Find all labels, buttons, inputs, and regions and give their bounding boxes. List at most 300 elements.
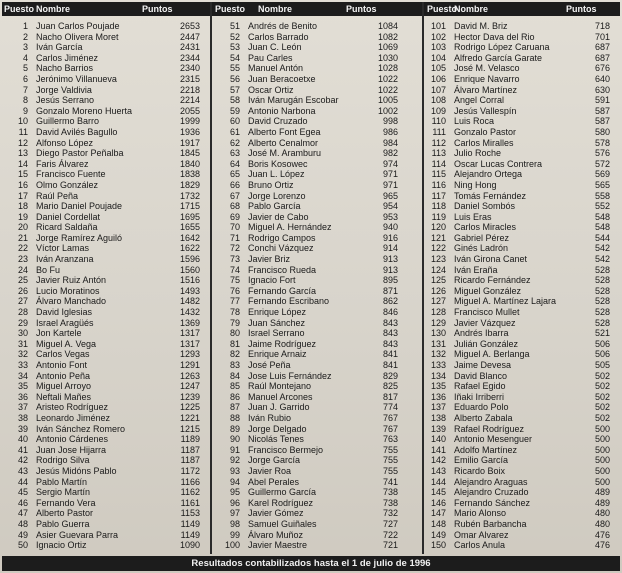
player-name: Javier Vázquez — [454, 317, 516, 328]
player-points: 982 — [382, 148, 398, 159]
ranking-row — [2, 85, 210, 96]
player-points: 1002 — [377, 105, 398, 116]
ranking-row — [2, 413, 210, 424]
player-name: Guillermo Barro — [36, 116, 100, 127]
player-name: Iván Rubio — [248, 412, 292, 423]
player-name: Enrique Navarro — [454, 73, 520, 84]
player-points: 1432 — [179, 307, 200, 318]
player-name: Francisco Fuente — [36, 169, 106, 180]
ranking-columns — [2, 2, 620, 554]
rank-position: 79 — [229, 317, 240, 328]
player-points: 1149 — [180, 518, 200, 529]
player-name: Juan L. López — [248, 169, 305, 180]
rank-position: 34 — [17, 370, 28, 381]
ranking-row — [212, 424, 422, 435]
player-name: Antonio Font — [36, 360, 88, 370]
player-points: 548 — [594, 222, 610, 233]
player-points: 521 — [594, 328, 610, 339]
rank-position: 102 — [430, 31, 446, 42]
player-points: 984 — [382, 137, 398, 148]
ranking-row — [2, 222, 210, 233]
player-points: 895 — [382, 275, 398, 286]
player-name: Carlos Anula — [454, 540, 506, 551]
rank-position: 23 — [17, 254, 28, 265]
rank-position: 96 — [229, 497, 240, 508]
ranking-row — [424, 296, 620, 307]
ranking-rows — [424, 16, 620, 551]
player-points: 721 — [382, 540, 398, 551]
rank-position: 134 — [430, 370, 446, 381]
ranking-row — [212, 392, 422, 403]
player-points: 767 — [382, 423, 398, 434]
player-points: 1293 — [179, 349, 200, 360]
player-name: Javier Briz — [248, 254, 291, 265]
rank-position: 150 — [430, 540, 446, 551]
ranking-row — [424, 519, 620, 530]
player-name: Luis Eras — [454, 211, 492, 222]
ranking-row — [424, 21, 620, 32]
player-points: 843 — [382, 338, 398, 349]
player-name: Tomás Fernández — [454, 190, 527, 201]
ranking-row — [2, 169, 210, 180]
column-header — [2, 2, 210, 16]
rank-position: 130 — [430, 328, 446, 339]
player-points: 591 — [594, 95, 610, 106]
ranking-row — [212, 487, 422, 498]
player-name: Samuel Guiñales — [248, 518, 317, 529]
player-points: 701 — [594, 31, 610, 42]
player-name: Israel Serrano — [248, 328, 305, 339]
player-points: 841 — [382, 360, 398, 370]
ranking-row — [424, 424, 620, 435]
player-name: Jaime Rodríguez — [248, 338, 317, 349]
player-name: Javier Gómez — [248, 508, 304, 519]
rank-position: 145 — [430, 487, 446, 498]
player-name: Álvaro Manchado — [36, 296, 107, 307]
rank-position: 82 — [229, 349, 240, 360]
ranking-row — [424, 508, 620, 519]
player-points: 558 — [594, 190, 610, 201]
player-points: 940 — [382, 222, 398, 233]
ranking-row — [2, 392, 210, 403]
ranking-row — [424, 169, 620, 180]
ranking-row — [212, 243, 422, 254]
ranking-row — [424, 159, 620, 170]
player-points: 687 — [594, 42, 610, 53]
ranking-row — [212, 254, 422, 265]
rank-position: 59 — [229, 105, 240, 116]
ranking-row — [2, 498, 210, 509]
player-name: Alejandro Araguas — [454, 476, 528, 487]
player-name: Ignacio Fort — [248, 275, 296, 286]
player-points: 1516 — [179, 275, 200, 286]
rank-position: 123 — [430, 254, 446, 265]
player-name: Rodrigo Campos — [248, 232, 316, 243]
rank-position: 144 — [430, 476, 446, 487]
ranking-row — [424, 63, 620, 74]
player-points: 2055 — [179, 105, 200, 116]
rank-position: 37 — [17, 402, 28, 413]
rank-position: 75 — [229, 275, 240, 286]
player-points: 569 — [594, 169, 610, 180]
player-points: 718 — [594, 21, 610, 31]
rank-position: 36 — [17, 391, 28, 402]
rank-position: 138 — [430, 412, 446, 423]
rank-position: 41 — [17, 444, 28, 455]
player-name: Alberto Cenalmor — [248, 137, 319, 148]
rank-position: 80 — [229, 328, 240, 339]
player-name: Ginés Ladrón — [454, 243, 509, 254]
rank-position: 40 — [17, 434, 28, 445]
ranking-row — [212, 106, 422, 117]
rank-position: 115 — [431, 169, 446, 180]
player-name: Jorge Valdivia — [36, 84, 92, 95]
rank-position: 119 — [431, 211, 446, 222]
ranking-row — [212, 349, 422, 360]
ranking-row — [2, 95, 210, 106]
ranking-row — [424, 32, 620, 43]
player-points: 2447 — [179, 31, 200, 42]
header-puntos: Puntos — [346, 4, 377, 14]
player-points: 552 — [594, 201, 610, 212]
player-name: Jaime Devesa — [454, 360, 512, 370]
player-name: Álvaro Martínez — [454, 84, 518, 95]
ranking-column-2 — [212, 2, 424, 554]
player-name: Alejandro Cruzado — [454, 487, 529, 498]
ranking-row — [424, 339, 620, 350]
rank-position: 11 — [18, 126, 28, 137]
player-points: 2431 — [179, 42, 200, 53]
ranking-row — [2, 328, 210, 339]
ranking-row — [2, 148, 210, 159]
rank-position: 30 — [17, 328, 28, 339]
player-points: 974 — [382, 158, 398, 169]
rank-position: 28 — [17, 307, 28, 318]
player-name: Francisco Rueda — [248, 264, 317, 275]
player-points: 1838 — [179, 169, 200, 180]
ranking-row — [212, 445, 422, 456]
player-name: Antonio Cárdenes — [36, 434, 109, 445]
rank-position: 89 — [229, 423, 240, 434]
ranking-column-3 — [424, 2, 620, 554]
player-points: 913 — [382, 264, 398, 275]
rank-position: 125 — [430, 275, 446, 286]
player-points: 565 — [594, 179, 610, 190]
player-name: Jorge García — [248, 455, 301, 466]
player-name: Miguel González — [454, 285, 522, 296]
rank-position: 20 — [17, 222, 28, 233]
player-name: Francisco Mullet — [454, 307, 520, 318]
rank-position: 71 — [229, 232, 240, 243]
ranking-row — [2, 275, 210, 286]
player-name: Miguel A. Vega — [36, 338, 97, 349]
player-points: 843 — [382, 328, 398, 339]
player-points: 502 — [594, 412, 610, 423]
player-points: 528 — [594, 307, 610, 318]
rank-position: 63 — [229, 148, 240, 159]
rank-position: 74 — [229, 264, 240, 275]
ranking-row — [424, 360, 620, 371]
rank-position: 132 — [430, 349, 446, 360]
ranking-row — [2, 233, 210, 244]
player-name: José M. Aramburu — [248, 148, 322, 159]
player-points: 1239 — [179, 391, 200, 402]
ranking-row — [212, 477, 422, 488]
rank-position: 147 — [430, 508, 446, 519]
player-name: Leonardo Jiménez — [36, 412, 111, 423]
rank-position: 56 — [229, 73, 240, 84]
rank-position: 35 — [17, 381, 28, 392]
player-points: 1845 — [179, 148, 200, 159]
player-name: Lucio Moratinos — [36, 285, 100, 296]
ranking-row — [2, 445, 210, 456]
rank-position: 3 — [22, 42, 28, 53]
ranking-row — [2, 487, 210, 498]
player-points: 542 — [594, 254, 610, 265]
player-points: 2315 — [179, 73, 200, 84]
player-points: 500 — [594, 476, 610, 487]
rank-position: 139 — [430, 423, 446, 434]
player-points: 1172 — [180, 465, 200, 476]
ranking-row — [2, 42, 210, 53]
player-points: 1022 — [377, 73, 398, 84]
player-points: 578 — [594, 137, 610, 148]
rank-position: 8 — [22, 95, 28, 106]
rank-position: 27 — [17, 296, 28, 307]
player-points: 971 — [382, 169, 398, 180]
player-name: Antonio Narbona — [248, 105, 316, 116]
player-name: Alberto Pastor — [36, 508, 94, 519]
column-header — [424, 2, 620, 16]
player-points: 774 — [382, 402, 398, 413]
rank-position: 58 — [229, 95, 240, 106]
player-points: 1695 — [179, 211, 200, 222]
player-points: 1161 — [180, 497, 200, 508]
player-points: 476 — [594, 529, 610, 540]
ranking-row — [424, 307, 620, 318]
rank-position: 54 — [229, 52, 240, 63]
player-name: Ricardo Fernández — [454, 275, 531, 286]
ranking-row — [2, 21, 210, 32]
rank-position: 133 — [430, 360, 446, 370]
player-points: 741 — [382, 476, 398, 487]
player-points: 580 — [594, 126, 610, 137]
player-points: 1999 — [179, 116, 200, 127]
player-name: Iván Aranzana — [36, 254, 94, 265]
ranking-row — [2, 159, 210, 170]
player-points: 500 — [594, 423, 610, 434]
player-points: 1225 — [179, 402, 200, 413]
rank-position: 117 — [431, 190, 446, 201]
player-name: Bo Fu — [36, 264, 61, 275]
player-points: 1005 — [377, 95, 398, 106]
player-name: Rubén Barbancha — [454, 518, 527, 529]
rank-position: 85 — [229, 381, 240, 392]
ranking-row — [2, 127, 210, 138]
player-points: 528 — [594, 275, 610, 286]
rank-position: 131 — [430, 338, 446, 349]
ranking-row — [2, 296, 210, 307]
ranking-row — [212, 508, 422, 519]
player-points: 476 — [594, 540, 610, 551]
ranking-row — [212, 455, 422, 466]
player-points: 506 — [594, 349, 610, 360]
rank-position: 18 — [17, 201, 28, 212]
rank-position: 111 — [432, 126, 446, 137]
player-name: Andrés Ibarra — [454, 328, 509, 339]
ranking-row — [2, 212, 210, 223]
player-points: 767 — [382, 412, 398, 423]
header-puntos: Puntos — [142, 4, 173, 14]
player-name: Rodrigo López Caruana — [454, 42, 550, 53]
player-points: 1084 — [377, 21, 398, 31]
rank-position: 77 — [229, 296, 240, 307]
rank-position: 60 — [229, 116, 240, 127]
rank-position: 108 — [430, 95, 446, 106]
rank-position: 110 — [431, 116, 446, 127]
ranking-row — [212, 540, 422, 551]
ranking-row — [2, 138, 210, 149]
rank-position: 98 — [229, 518, 240, 529]
player-name: Diego Pastor Peñalba — [36, 148, 124, 159]
ranking-row — [212, 381, 422, 392]
ranking-row — [212, 159, 422, 170]
rank-position: 141 — [430, 444, 446, 455]
player-name: Fernando Sánchez — [454, 497, 531, 508]
rank-position: 15 — [17, 169, 28, 180]
player-points: 2340 — [179, 63, 200, 74]
player-points: 1090 — [179, 540, 200, 551]
player-points: 1622 — [179, 243, 200, 254]
player-points: 502 — [594, 391, 610, 402]
player-name: David Iglesias — [36, 307, 93, 318]
ranking-row — [424, 402, 620, 413]
player-points: 630 — [594, 84, 610, 95]
ranking-row — [2, 519, 210, 530]
rank-position: 53 — [229, 42, 240, 53]
player-points: 1221 — [179, 412, 200, 423]
rank-position: 1 — [22, 21, 28, 31]
ranking-row — [424, 381, 620, 392]
player-points: 998 — [382, 116, 398, 127]
player-name: Oscar Ortiz — [248, 84, 294, 95]
ranking-row — [424, 275, 620, 286]
ranking-row — [424, 53, 620, 64]
ranking-row — [212, 127, 422, 138]
player-name: Nacho Barrios — [36, 63, 94, 74]
header-puesto: Puesto — [215, 4, 246, 14]
player-points: 687 — [594, 52, 610, 63]
header-puesto: Puesto — [427, 4, 458, 14]
rank-position: 95 — [229, 487, 240, 498]
rank-position: 65 — [229, 169, 240, 180]
rank-position: 38 — [17, 412, 28, 423]
player-points: 1829 — [179, 179, 200, 190]
player-points: 500 — [594, 455, 610, 466]
player-name: Miguel Arroyo — [36, 381, 92, 392]
rank-position: 31 — [17, 338, 28, 349]
player-name: Rodrigo Silva — [36, 455, 90, 466]
player-points: 500 — [594, 465, 610, 476]
player-name: Carlos Miracles — [454, 222, 517, 233]
ranking-row — [212, 371, 422, 382]
rank-position: 143 — [430, 465, 446, 476]
player-name: Luis Roca — [454, 116, 495, 127]
player-points: 502 — [594, 381, 610, 392]
player-name: Juan C. León — [248, 42, 302, 53]
rank-position: 101 — [430, 21, 446, 31]
rank-position: 42 — [17, 455, 28, 466]
ranking-row — [424, 85, 620, 96]
ranking-row — [424, 212, 620, 223]
player-points: 544 — [594, 232, 610, 243]
player-name: Alberto Font Egea — [248, 126, 321, 137]
rank-position: 113 — [431, 148, 446, 159]
rank-position: 39 — [17, 423, 28, 434]
player-name: Carlos Vegas — [36, 349, 90, 360]
header-nombre: Nombre — [258, 4, 293, 14]
rank-position: 72 — [229, 243, 240, 254]
ranking-row — [424, 222, 620, 233]
player-name: Alfonso López — [36, 137, 94, 148]
player-name: Pablo Martín — [36, 476, 88, 487]
rank-position: 48 — [17, 518, 28, 529]
rank-position: 127 — [430, 296, 446, 307]
ranking-row — [212, 530, 422, 541]
player-name: Asier Guevara Parra — [36, 529, 119, 540]
rank-position: 94 — [229, 476, 240, 487]
rank-position: 88 — [229, 412, 240, 423]
player-name: Israel Aragüés — [36, 317, 94, 328]
rank-position: 26 — [17, 285, 28, 296]
ranking-row — [424, 487, 620, 498]
player-name: Boris Kosowec — [248, 158, 308, 169]
header-nombre: Nombre — [454, 4, 489, 14]
player-points: 1732 — [179, 190, 200, 201]
rank-position: 2 — [22, 31, 28, 42]
rank-position: 5 — [22, 63, 28, 74]
player-points: 1022 — [377, 84, 398, 95]
rank-position: 92 — [229, 455, 240, 466]
player-name: Olmo González — [36, 179, 99, 190]
player-points: 755 — [382, 444, 398, 455]
rank-position: 107 — [430, 84, 446, 95]
ranking-row — [2, 402, 210, 413]
ranking-row — [424, 74, 620, 85]
player-name: Manuel Arcones — [248, 391, 313, 402]
rank-position: 61 — [229, 126, 240, 137]
ranking-row — [424, 180, 620, 191]
player-name: Carlos Miralles — [454, 137, 514, 148]
ranking-row — [2, 201, 210, 212]
rank-position: 69 — [229, 211, 240, 222]
player-points: 1028 — [377, 63, 398, 74]
player-name: Carlos Jiménez — [36, 52, 99, 63]
ranking-row — [2, 116, 210, 127]
player-points: 1482 — [179, 296, 200, 307]
player-points: 502 — [594, 402, 610, 413]
player-points: 763 — [382, 434, 398, 445]
ranking-row — [212, 275, 422, 286]
rank-position: 45 — [17, 487, 28, 498]
ranking-row — [424, 95, 620, 106]
rank-position: 12 — [17, 137, 28, 148]
rank-position: 25 — [17, 275, 28, 286]
player-name: Jorge Ramírez Aguiló — [36, 232, 123, 243]
player-name: Antonio Mesenguer — [454, 434, 533, 445]
player-points: 965 — [382, 190, 398, 201]
player-name: Emilio García — [454, 455, 509, 466]
